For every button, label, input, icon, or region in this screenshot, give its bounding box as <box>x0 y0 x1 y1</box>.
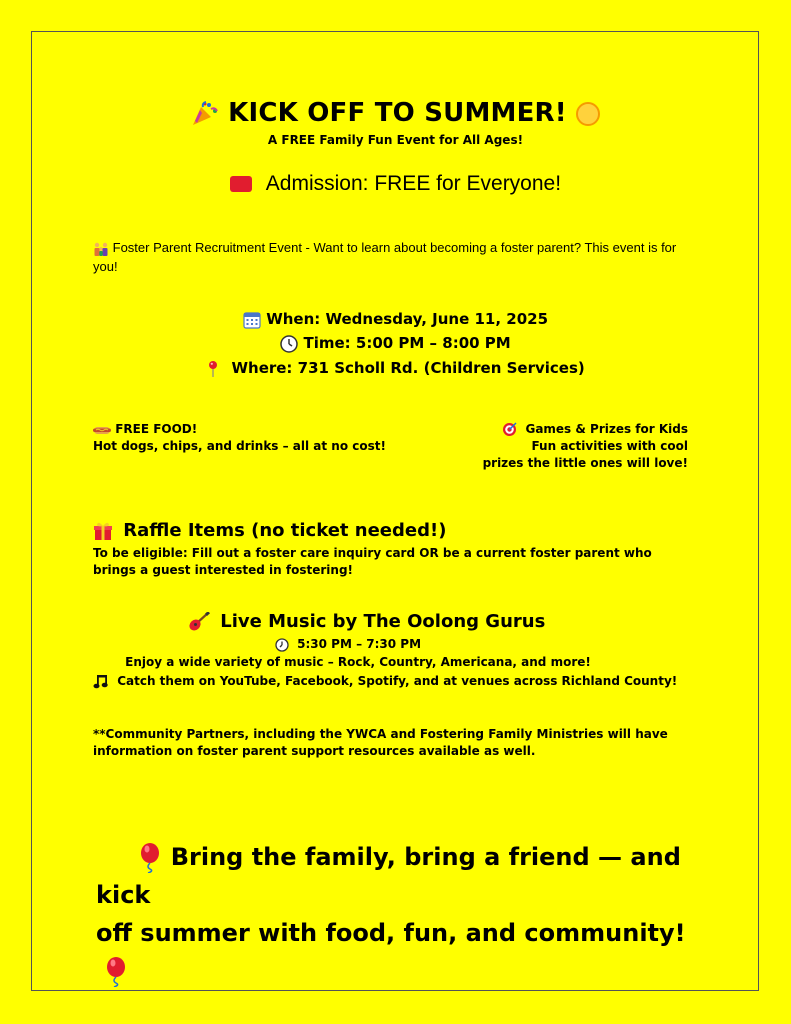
when-row <box>0 310 791 329</box>
closing-line-1: Bring the family, bring a friend — and kick <box>96 843 681 909</box>
pin-icon <box>206 360 220 378</box>
closing-message <box>96 838 716 990</box>
party-popper-icon <box>191 101 219 127</box>
where-row <box>0 359 791 378</box>
music-where-text: Catch them on YouTube, Facebook, Spotify, and at venues across Richland County! <box>117 674 678 688</box>
music-time-row <box>0 637 696 652</box>
music-heading: Live Music by The Oolong Gurus <box>220 611 546 632</box>
guitar-icon <box>188 612 210 632</box>
closing-line-2: off summer with food, fun, and community! <box>96 919 686 947</box>
games-line-1: Fun activities with cool <box>531 439 688 453</box>
balloon-icon <box>136 843 162 873</box>
event-time: Time: 5:00 PM – 8:00 PM <box>303 334 511 352</box>
clock-icon <box>280 335 298 353</box>
time-row <box>0 334 791 353</box>
music-description: Enjoy a wide variety of music – Rock, Country, Americana, and more! <box>125 655 591 669</box>
food-text: Hot dogs, chips, and drinks – all at no cost! <box>93 439 386 453</box>
food-section <box>93 421 413 455</box>
event-title-row <box>0 98 791 128</box>
balloon-icon <box>102 957 128 987</box>
sun-icon <box>576 102 600 126</box>
event-date: When: Wednesday, June 11, 2025 <box>266 310 549 328</box>
games-section <box>440 421 688 472</box>
recruitment-paragraph <box>93 238 703 276</box>
community-partners-note: **Community Partners, including the YWCA and Fostering Family Ministries will have information on foster parent support resources available as well. <box>93 727 668 758</box>
games-heading: Games & Prizes for Kids <box>525 422 688 436</box>
event-subtitle: A FREE Family Fun Event for All Ages! <box>267 133 524 147</box>
music-note-icon <box>93 674 109 689</box>
page-title: KICK OFF TO SUMMER! <box>228 98 567 128</box>
music-where-row <box>93 674 677 689</box>
target-icon <box>502 422 517 437</box>
raffle-eligibility: To be eligible: Fill out a foster care inquiry card OR be a current foster parent who brings a guest interested in fostering! <box>93 546 652 577</box>
calendar-icon <box>243 311 261 329</box>
food-heading: FREE FOOD! <box>115 422 198 436</box>
ticket-icon <box>230 176 252 192</box>
admission-text: Admission: FREE for Everyone! <box>265 172 562 195</box>
gift-icon <box>93 521 113 541</box>
games-line-2: prizes the little ones will love! <box>482 456 688 470</box>
event-location: Where: 731 Scholl Rd. (Children Services) <box>231 359 585 377</box>
hotdog-icon <box>93 424 111 436</box>
raffle-heading-row <box>93 520 446 541</box>
recruitment-text: Foster Parent Recruitment Event - Want to learn about becoming a foster parent? This event is for you! <box>93 240 677 274</box>
clock-icon <box>275 638 289 652</box>
music-heading-row <box>188 611 545 632</box>
raffle-heading: Raffle Items (no ticket needed!) <box>123 520 447 541</box>
family-icon <box>93 242 109 256</box>
music-time: 5:30 PM – 7:30 PM <box>297 637 422 651</box>
admission-row <box>0 172 791 196</box>
